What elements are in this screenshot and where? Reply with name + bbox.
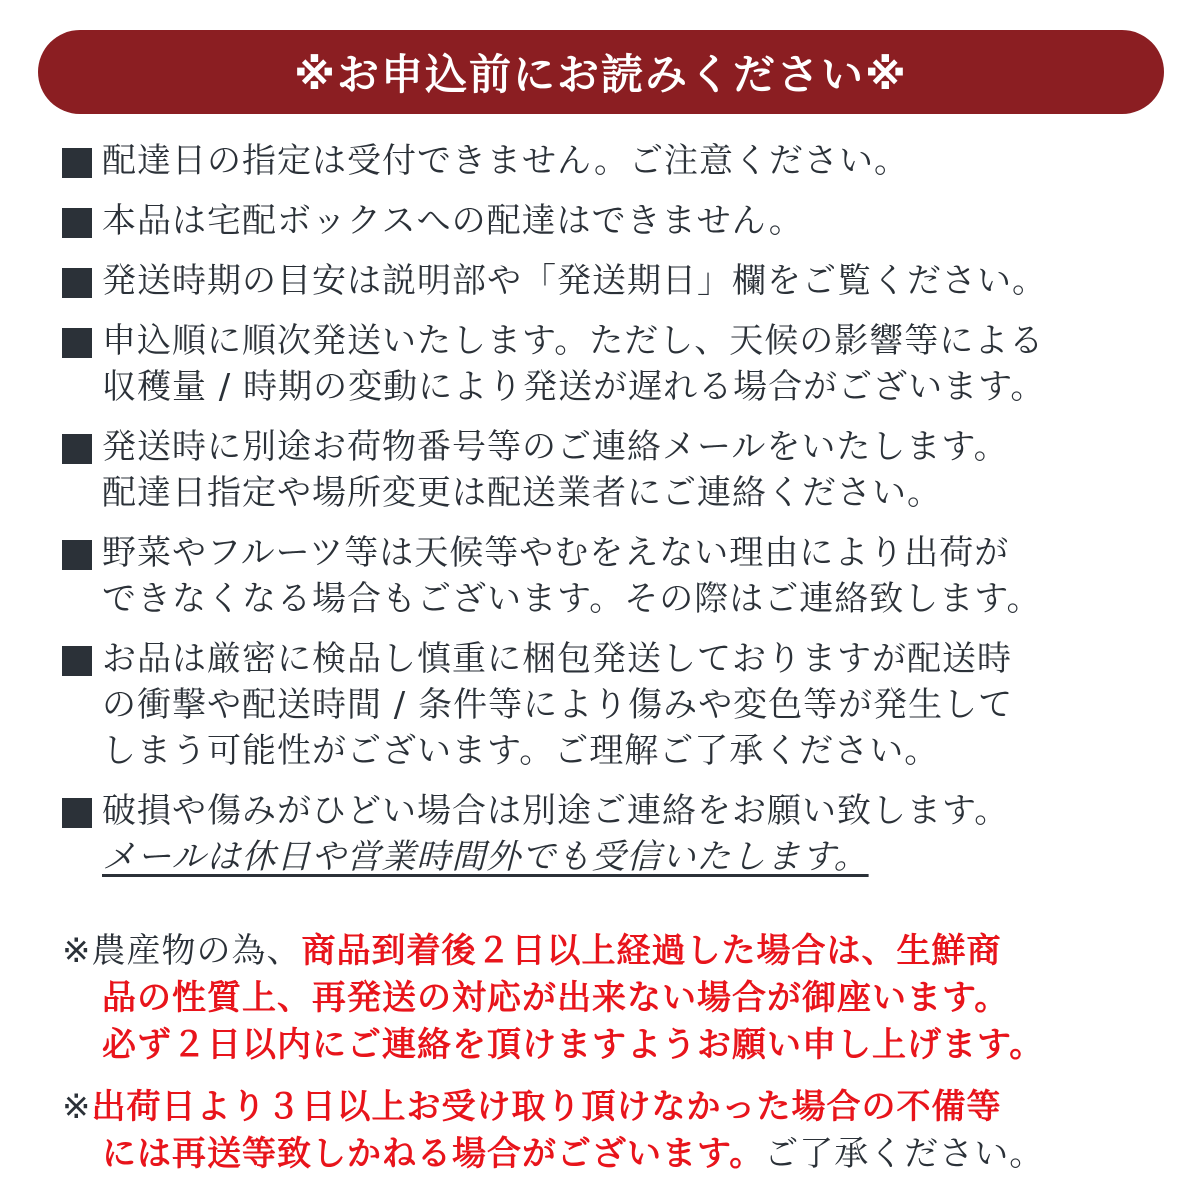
warning-line [62, 1131, 1172, 1178]
header-banner [38, 30, 1164, 114]
notice-list [62, 138, 1162, 894]
notice-item [62, 530, 1162, 622]
warning-red-text: 必ず２日以内にご連絡を頂けますようお願い申し上げます。 [102, 1025, 1045, 1065]
square-bullet-icon [62, 434, 92, 464]
warning-red-text: には再送等致しかねる場合がございます。 [102, 1134, 765, 1174]
square-bullet-icon [62, 328, 92, 358]
notice-line: 配達日指定や場所変更は配送業者にご連絡ください。 [102, 473, 942, 513]
notice-line: の衝撃や配送時間 / 条件等により傷みや変色等が発生して [102, 685, 1014, 725]
notice-item [62, 318, 1162, 410]
notice-item [62, 138, 1162, 184]
warning-prefix: 農産物の為、 [91, 931, 302, 971]
warning-block-1 [62, 928, 1172, 1069]
warning-line [62, 928, 1172, 975]
notice-line: しまう可能性がございます。ご理解ご了承ください。 [102, 731, 940, 771]
notice-line: 発送時期の目安は説明部や「発送期日」欄をご覧ください。 [102, 261, 1047, 301]
square-bullet-icon [62, 798, 92, 828]
warning-red-text: 商品到着後２日以上経過した場合は、生鮮商 [301, 931, 1002, 971]
warning-red-text: 出荷日より３日以上お受け取り頂けなかった場合の不備等 [91, 1087, 1002, 1127]
warning-red-text: 品の性質上、再発送の対応が出来ない場合が御座います。 [102, 978, 1010, 1018]
notice-line: 野菜やフルーツ等は天候等やむをえない理由により出荷が [102, 533, 1010, 573]
square-bullet-icon [62, 148, 92, 178]
page-title: ※お申込前にお読みください※ [294, 50, 908, 99]
square-bullet-icon [62, 540, 92, 570]
warning-block-2 [62, 1084, 1172, 1178]
warning-line [62, 975, 1172, 1022]
reference-mark: ※ [62, 931, 92, 971]
notice-underlined-line: メールは休日や営業時間外でも受信いたします。 [102, 837, 869, 877]
notice-item [62, 424, 1162, 516]
notice-line: 本品は宅配ボックスへの配達はできません。 [102, 201, 804, 241]
warning-plain-text: ご了承ください。 [764, 1134, 1045, 1174]
notice-line: 発送時に別途お荷物番号等のご連絡メールをいたします。 [102, 427, 1009, 467]
warning-line [62, 1022, 1172, 1069]
reference-mark: ※ [62, 1087, 92, 1127]
square-bullet-icon [62, 208, 92, 238]
notice-line: 収穫量 / 時期の変動により発送が遅れる場合がございます。 [102, 367, 1046, 407]
square-bullet-icon [62, 646, 92, 676]
notice-item [62, 198, 1162, 244]
warning-line [62, 1084, 1172, 1131]
notice-line: 破損や傷みがひどい場合は別途ご連絡をお願い致します。 [102, 791, 1010, 831]
notice-line: お品は厳密に検品し慎重に梱包発送しておりますが配送時 [102, 639, 1012, 679]
square-bullet-icon [62, 268, 92, 298]
notice-item [62, 636, 1162, 774]
notice-line: 配達日の指定は受付できません。ご注意ください。 [102, 141, 910, 181]
notice-item [62, 258, 1162, 304]
notice-item [62, 788, 1162, 880]
notice-line: 申込順に順次発送いたします。ただし、天候の影響等による [102, 321, 1045, 361]
notice-line: できなくなる場合もございます。その際はご連絡致します。 [102, 579, 1042, 619]
